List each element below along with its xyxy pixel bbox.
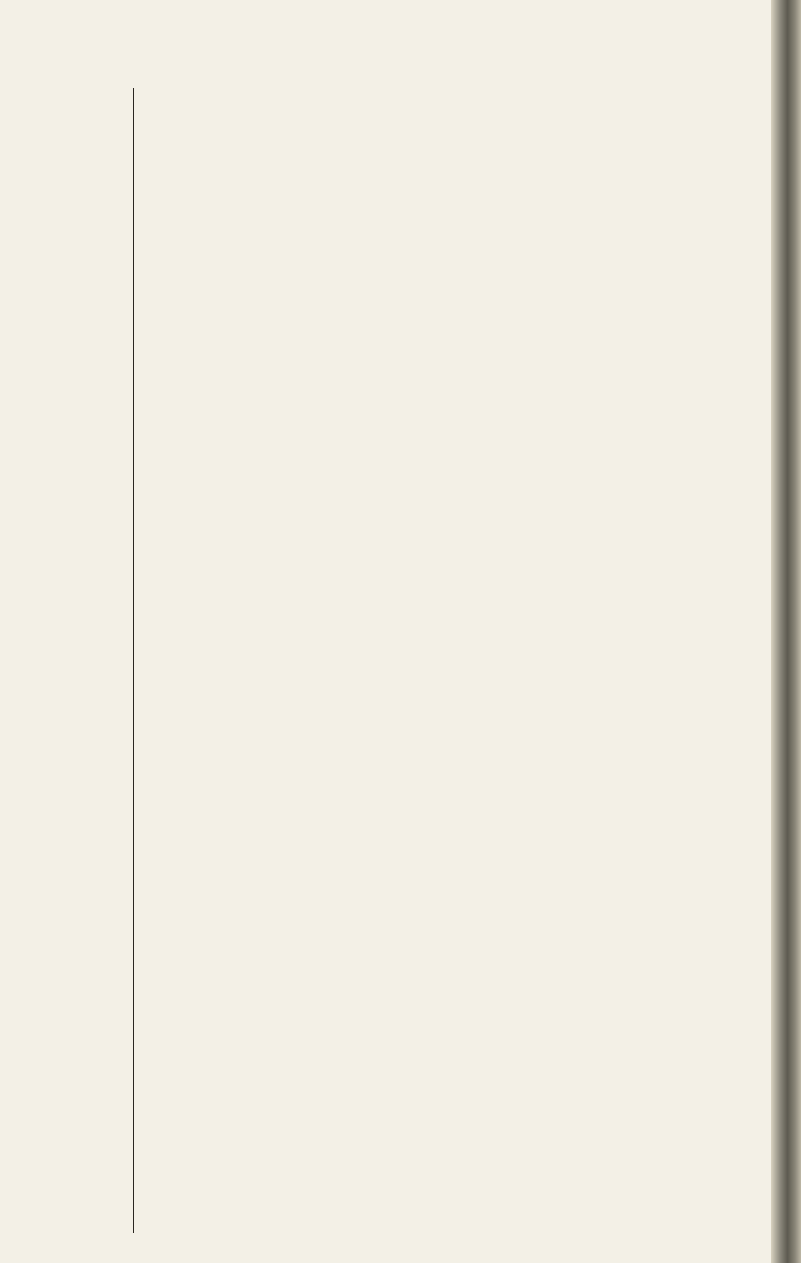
column-rule [133, 88, 134, 1233]
page-binding-edge [771, 0, 801, 1263]
